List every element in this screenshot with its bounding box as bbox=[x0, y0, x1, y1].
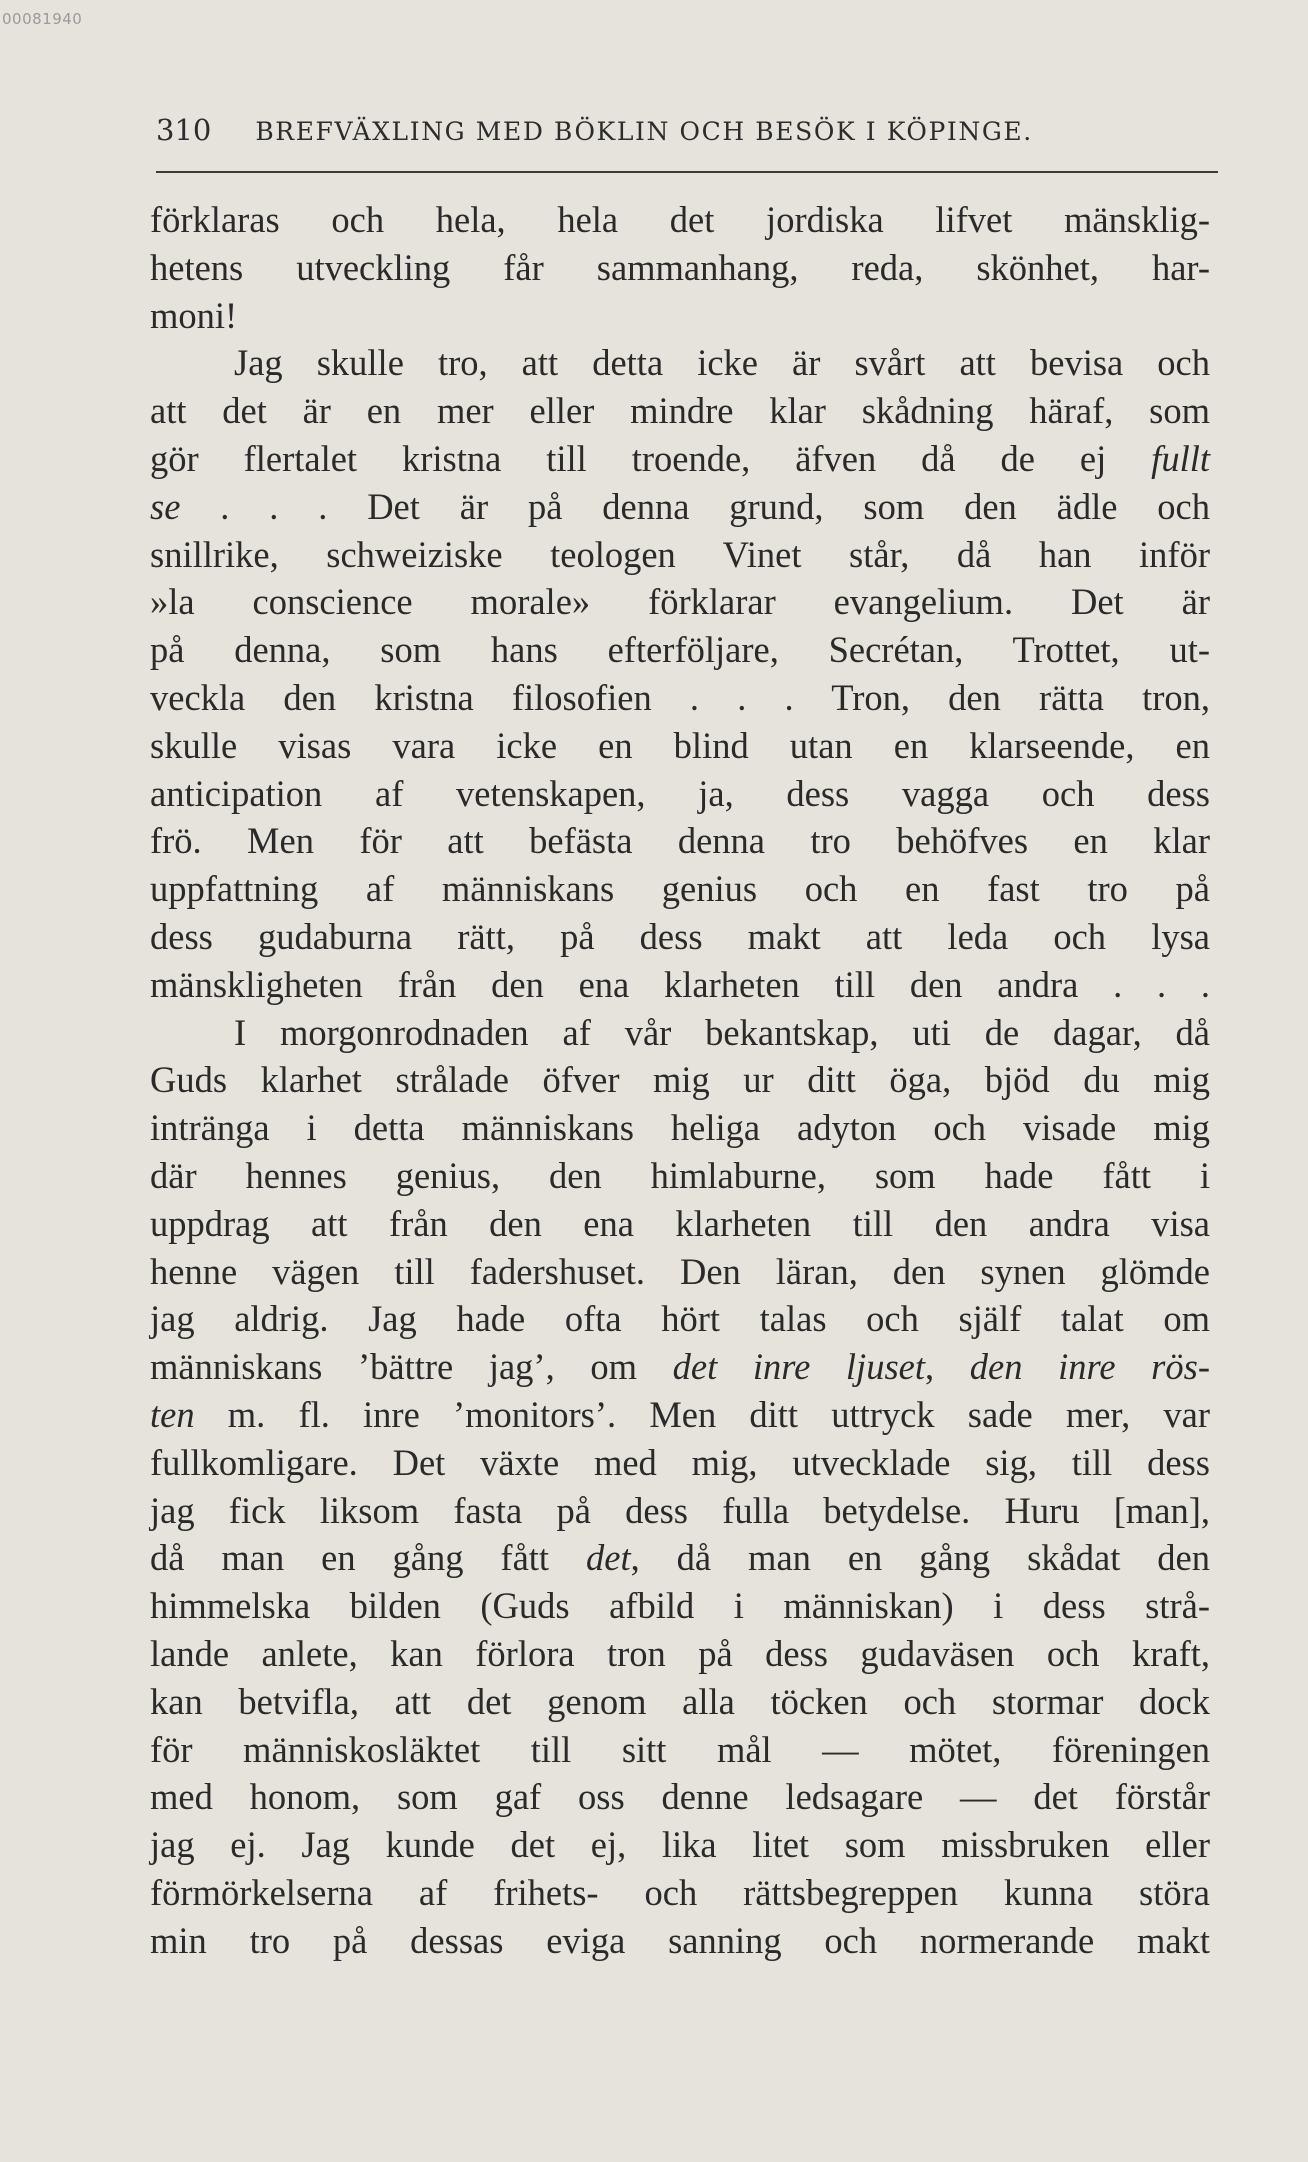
text-line bbox=[150, 244, 1210, 292]
italic-text: det bbox=[586, 1537, 631, 1579]
italic-text: fullt bbox=[1151, 437, 1210, 479]
text-line bbox=[150, 339, 1210, 387]
text-segment: uppdrag att från den ena klarheten till den andra visa bbox=[150, 1202, 1210, 1244]
text-line bbox=[150, 483, 1210, 531]
text-segment: skulle visas vara icke en blind utan en klarseende, en bbox=[150, 724, 1210, 766]
text-line bbox=[150, 1917, 1210, 1965]
text-line bbox=[150, 865, 1210, 913]
text-line bbox=[150, 1152, 1210, 1200]
text-line bbox=[150, 1773, 1210, 1821]
text-segment: jag ej. Jag kunde det ej, lika litet som missbruken eller bbox=[150, 1824, 1210, 1866]
text-segment: dess gudaburna rätt, på dess makt att leda och lysa bbox=[150, 915, 1210, 957]
text-segment: min tro på dessas eviga sanning och normerande makt bbox=[150, 1919, 1210, 1961]
text-line bbox=[150, 292, 1210, 340]
text-line bbox=[150, 1439, 1210, 1487]
text-line bbox=[150, 1821, 1210, 1869]
text-segment: veckla den kristna filosofien . . . Tron, den rätta tron, bbox=[150, 676, 1210, 718]
text-line bbox=[150, 770, 1210, 818]
text-line bbox=[150, 913, 1210, 961]
text-line bbox=[150, 626, 1210, 674]
text-segment: . . . Det är på denna grund, som den ädle och bbox=[180, 485, 1210, 527]
text-line bbox=[150, 1869, 1210, 1917]
text-line bbox=[150, 1534, 1210, 1582]
text-segment: , då man en gång skådat den bbox=[630, 1537, 1210, 1579]
text-segment: »la conscience morale» förklarar evangelium. Det är bbox=[150, 581, 1210, 623]
text-segment: anticipation af vetenskapen, ja, dess vagga och dess bbox=[150, 772, 1210, 814]
page-number: 310 bbox=[156, 113, 212, 147]
text-segment: moni! bbox=[150, 294, 238, 336]
text-segment: då man en gång fått bbox=[150, 1537, 587, 1579]
text-line bbox=[150, 1487, 1210, 1535]
text-segment: intränga i detta människans heliga adyton och visade mig bbox=[150, 1107, 1210, 1149]
text-line bbox=[150, 722, 1210, 770]
header-rule bbox=[156, 171, 1218, 173]
text-line bbox=[150, 1295, 1210, 1343]
text-segment: frö. Men för att befästa denna tro behöfves en klar bbox=[150, 820, 1210, 862]
text-segment: himmelska bilden (Guds afbild i människan) i dess strå- bbox=[150, 1585, 1210, 1627]
italic-text: det inre ljuset bbox=[672, 1346, 925, 1388]
text-segment: att det är en mer eller mindre klar skådning häraf, som bbox=[150, 390, 1210, 432]
text-segment: kan betvifla, att det genom alla töcken och stormar dock bbox=[150, 1680, 1210, 1722]
text-segment: mänskligheten från den ena klarheten till den andra . . . bbox=[150, 963, 1210, 1005]
text-segment: Jag skulle tro, att detta icke är svårt att bevisa och bbox=[234, 342, 1210, 384]
text-line bbox=[150, 1248, 1210, 1296]
text-segment: för människosläktet till sitt mål — mötet, föreningen bbox=[150, 1728, 1210, 1770]
text-segment: Guds klarhet strålade öfver mig ur ditt öga, bjöd du mig bbox=[150, 1059, 1210, 1101]
italic-text: se bbox=[150, 485, 181, 527]
text-line bbox=[150, 387, 1210, 435]
text-segment: henne vägen till fadershuset. Den läran, den synen glömde bbox=[150, 1250, 1210, 1292]
text-line bbox=[150, 1104, 1210, 1152]
text-segment: m. fl. inre ’monitors’. Men ditt uttryck sade mer, var bbox=[194, 1393, 1210, 1435]
text-line bbox=[150, 1009, 1210, 1057]
running-header bbox=[156, 113, 1218, 147]
text-line bbox=[150, 1582, 1210, 1630]
italic-text: ten bbox=[150, 1393, 195, 1435]
body-text bbox=[150, 196, 1210, 1964]
text-segment: förklaras och hela, hela det jordiska lifvet mänsklig- bbox=[150, 199, 1210, 240]
text-segment: förmörkelserna af frihets- och rättsbegreppen kunna störa bbox=[150, 1871, 1210, 1913]
text-segment: hetens utveckling får sammanhang, reda, skönhet, har- bbox=[150, 246, 1210, 288]
text-line bbox=[150, 817, 1210, 865]
running-title: BREFVÄXLING MED BÖKLIN OCH BESÖK I KÖPINGE. bbox=[255, 117, 1033, 146]
text-line bbox=[150, 435, 1210, 483]
text-segment: människans ’bättre jag’, om bbox=[150, 1346, 673, 1388]
text-segment: där hennes genius, den himlaburne, som hade fått i bbox=[150, 1154, 1210, 1196]
text-line bbox=[150, 1726, 1210, 1774]
text-segment: lande anlete, kan förlora tron på dess gudaväsen och kraft, bbox=[150, 1632, 1210, 1674]
text-segment: I morgonrodnaden af vår bekantskap, uti de dagar, då bbox=[234, 1011, 1210, 1053]
text-segment: på denna, som hans efterföljare, Secrétan, Trottet, ut- bbox=[150, 629, 1210, 671]
text-segment: fullkomligare. Det växte med mig, utvecklade sig, till dess bbox=[150, 1441, 1210, 1483]
scan-id-label: 00081940 bbox=[2, 10, 83, 28]
text-line bbox=[150, 1391, 1210, 1439]
text-line bbox=[150, 1056, 1210, 1104]
text-segment: gör flertalet kristna till troende, äfven då de ej bbox=[150, 437, 1152, 479]
text-line bbox=[150, 1630, 1210, 1678]
text-line bbox=[150, 196, 1210, 244]
text-segment: , bbox=[925, 1346, 970, 1388]
text-line bbox=[150, 578, 1210, 626]
text-line bbox=[150, 1200, 1210, 1248]
text-segment: med honom, som gaf oss denne ledsagare — det förstår bbox=[150, 1776, 1210, 1818]
text-segment: jag fick liksom fasta på dess fulla betydelse. Huru [man], bbox=[150, 1489, 1210, 1531]
text-line bbox=[150, 1343, 1210, 1391]
text-line bbox=[150, 531, 1210, 579]
italic-text: den inre rös- bbox=[969, 1346, 1210, 1388]
text-segment: uppfattning af människans genius och en fast tro på bbox=[150, 868, 1210, 910]
text-line bbox=[150, 961, 1210, 1009]
text-segment: snillrike, schweiziske teologen Vinet står, då han inför bbox=[150, 533, 1210, 575]
text-segment: jag aldrig. Jag hade ofta hört talas och själf talat om bbox=[150, 1298, 1210, 1340]
text-line bbox=[150, 674, 1210, 722]
text-line bbox=[150, 1678, 1210, 1726]
